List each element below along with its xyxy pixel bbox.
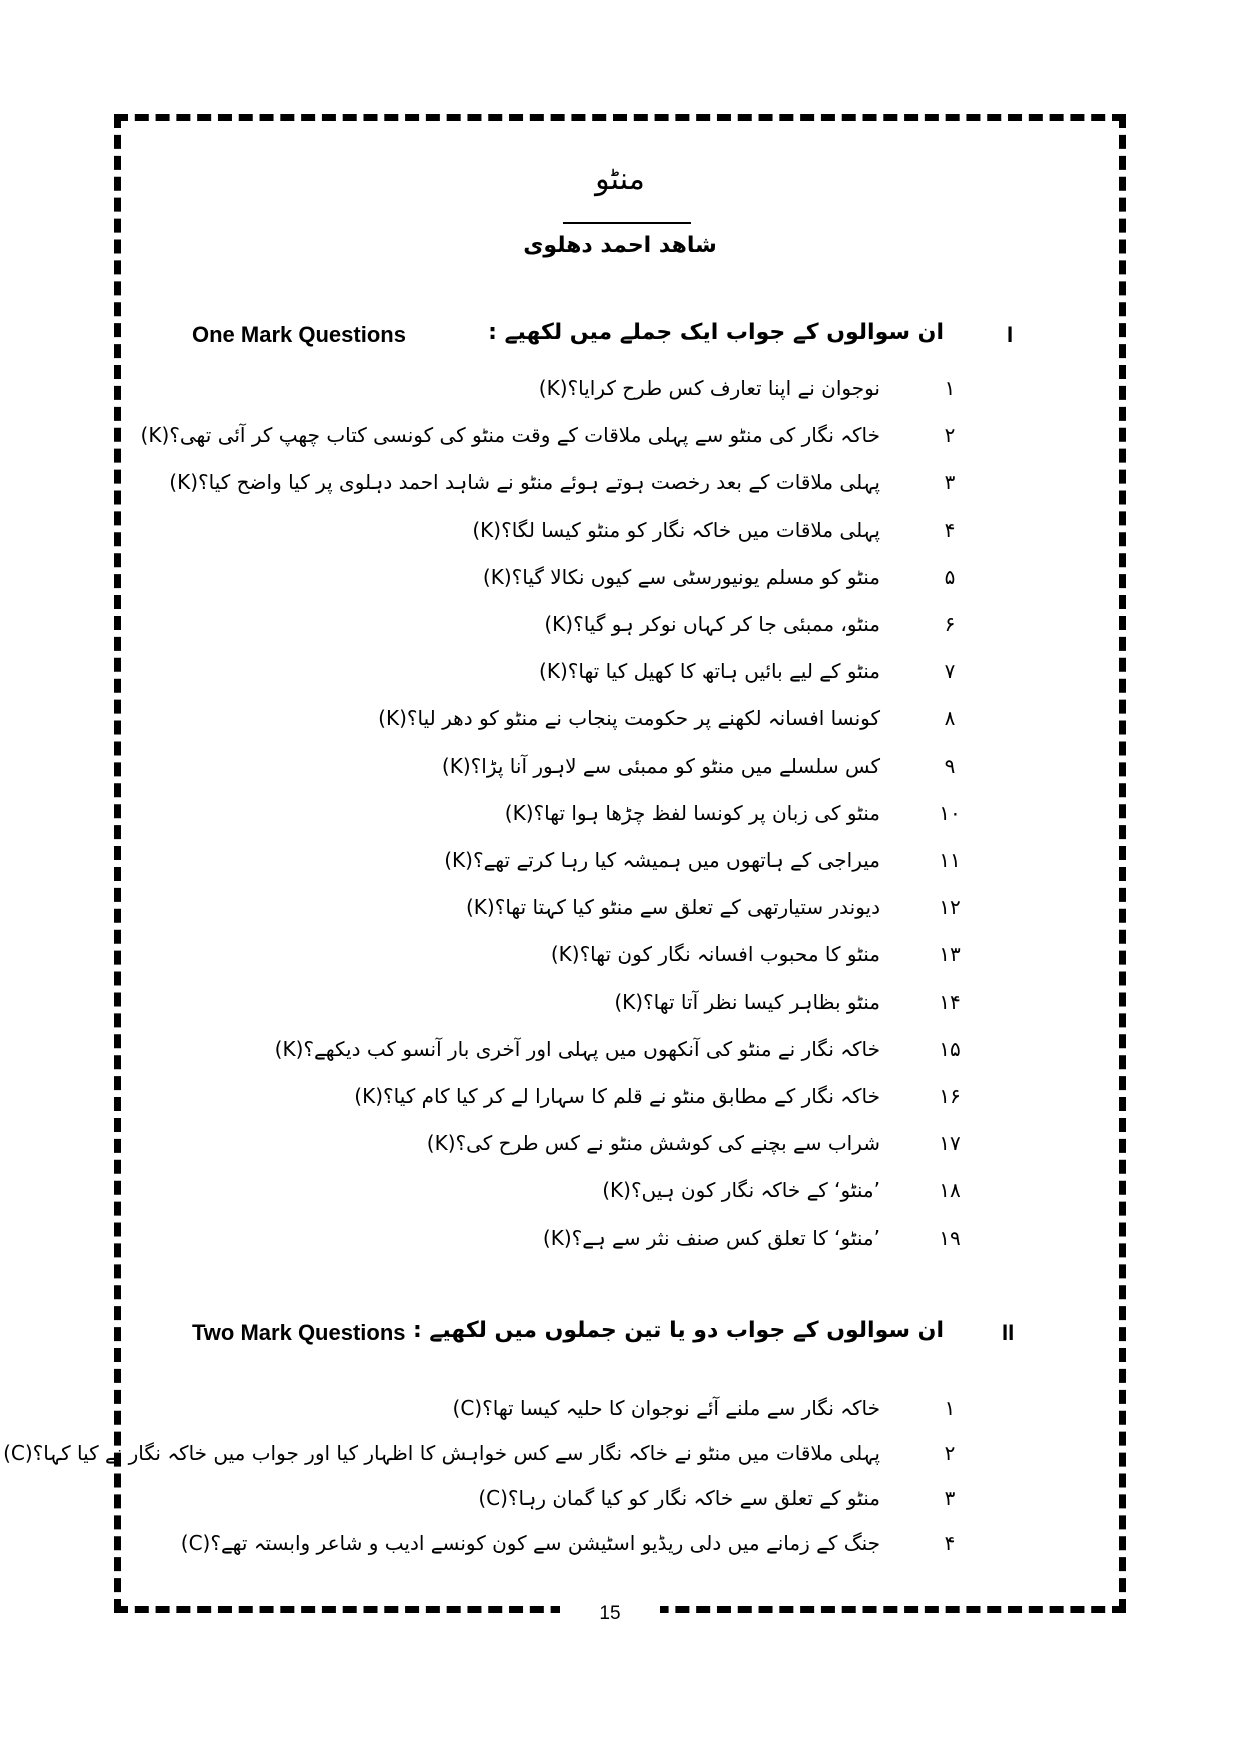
question-item [0, 1476, 1240, 1520]
question-number: ۱ [944, 376, 956, 400]
question-item [0, 1386, 1240, 1430]
question-number: ۱۲ [939, 895, 961, 920]
question-item [0, 555, 1240, 599]
question-number: ۱۱ [939, 848, 961, 872]
question-text: میراجی کے ہاتھوں میں ہمیشہ کیا رہا کرتے تھے؟(K) [444, 848, 880, 872]
page-title: منٹو [595, 162, 645, 197]
question-text: پہلی ملاقات میں خاکہ نگار کو منٹو کیسا لگا؟(K) [472, 517, 880, 542]
question-text: دیوندر ستیارتھی کے تعلق سے منٹو کیا کہتا تھا؟(K) [465, 895, 880, 920]
question-item [0, 1027, 1240, 1071]
question-text: ’منٹو‘ کا تعلق کس صنف نثر سے ہے؟(K) [542, 1225, 880, 1250]
question-text: پہلی ملاقات میں منٹو نے خاکہ نگار سے کس خواہش کا اظہار کیا اور جواب میں خاکہ نگار نے کیا کہا؟(C) [3, 1441, 880, 1465]
question-item [0, 1431, 1240, 1475]
question-number: ۳ [944, 1486, 956, 1510]
question-item [0, 1216, 1240, 1260]
question-text: خاکہ نگار کے مطابق منٹو نے قلم کا سہارا لے کر کیا کام کیا؟(K) [354, 1084, 880, 1108]
section-1-heading-english: One Mark Questions [192, 322, 406, 347]
question-text: ’منٹو‘ کے خاکہ نگار کون ہیں؟(K) [602, 1178, 880, 1203]
question-item [0, 980, 1240, 1024]
question-text: خاکہ نگار سے ملنے آئے نوجوان کا حلیہ کیسا تھا؟(C) [452, 1396, 880, 1420]
question-item [0, 1168, 1240, 1212]
question-text: منٹو کی زبان پر کونسا لفظ چڑھا ہوا تھا؟(K) [504, 800, 880, 825]
question-number: ۲ [944, 423, 956, 448]
question-text: خاکہ نگار کی منٹو سے پہلی ملاقات کے وقت منٹو کی کونسی کتاب چھپ کر آئی تھی؟(K) [140, 423, 880, 448]
question-text: شراب سے بچنے کی کوشش منٹو نے کس طرح کی؟(K) [426, 1131, 880, 1156]
question-number: ۸ [944, 706, 956, 731]
question-item [0, 885, 1240, 929]
section-2-numeral: II [1002, 1320, 1015, 1345]
question-text: منٹو کو مسلم یونیورسٹی سے کیوں نکالا گیا؟(K) [482, 564, 880, 589]
question-text: منٹو کا محبوب افسانہ نگار کون تھا؟(K) [550, 942, 880, 967]
section-2-heading-urdu: ان سوالوں کے جواب دو یا تین جملوں میں لکھیے : [412, 1318, 944, 1343]
question-item [0, 791, 1240, 835]
question-number: ۱۸ [939, 1178, 961, 1203]
question-number: ۱۰ [939, 800, 961, 825]
section-1-numeral: I [1007, 322, 1014, 347]
question-item [0, 1121, 1240, 1165]
question-number: ۶ [944, 612, 956, 636]
section-1-heading-urdu: ان سوالوں کے جواب ایک جملے میں لکھیے : [488, 320, 944, 345]
question-item [0, 508, 1240, 552]
question-item [0, 744, 1240, 788]
question-item [0, 413, 1240, 457]
question-text: نوجوان نے اپنا تعارف کس طرح کرایا؟(K) [538, 376, 880, 400]
question-number: ۴ [944, 1531, 956, 1555]
question-number: ۴ [944, 517, 956, 542]
question-item [0, 602, 1240, 646]
question-item [0, 932, 1240, 976]
question-text: خاکہ نگار نے منٹو کی آنکھوں میں پہلی اور آخری بار آنسو کب دیکھے؟(K) [274, 1036, 880, 1061]
author-name: شاھد احمد دھلوی [523, 233, 717, 258]
question-number: ۱۶ [939, 1084, 961, 1108]
question-text: منٹو، ممبئی جا کر کہاں نوکر ہو گیا؟(K) [544, 612, 880, 636]
question-text: پہلی ملاقات کے بعد رخصت ہوتے ہوئے منٹو نے شاہد احمد دہلوی پر کیا واضح کیا؟(K) [169, 470, 880, 495]
title-divider [563, 222, 691, 224]
question-item [0, 1074, 1240, 1118]
question-text: کونسا افسانہ لکھنے پر حکومت پنجاب نے منٹو کو دھر لیا؟(K) [378, 706, 880, 731]
question-text: منٹو کے تعلق سے خاکہ نگار کو کیا گمان رہا؟(C) [478, 1486, 880, 1510]
question-number: ۷ [944, 659, 956, 684]
question-item [0, 838, 1240, 882]
question-number: ۱۹ [939, 1225, 961, 1250]
question-text: جنگ کے زمانے میں دلی ریڈیو اسٹیشن سے کون کونسے ادیب و شاعر وابستہ تھے؟(C) [180, 1531, 880, 1555]
question-number: ۵ [944, 564, 956, 589]
question-text: منٹو کے لیے بائیں ہاتھ کا کھیل کیا تھا؟(K) [539, 659, 880, 684]
page-number: 15 [560, 1596, 660, 1632]
question-item [0, 649, 1240, 693]
section-2-heading-english: Two Mark Questions [192, 1320, 406, 1345]
question-number: ۳ [944, 470, 956, 495]
question-number: ۹ [944, 753, 956, 778]
question-item [0, 460, 1240, 504]
question-number: ۱۵ [939, 1036, 961, 1061]
question-text: کس سلسلے میں منٹو کو ممبئی سے لاہور آنا پڑا؟(K) [441, 753, 880, 778]
question-text: منٹو بظاہر کیسا نظر آتا تھا؟(K) [614, 989, 880, 1014]
question-number: ۱۳ [939, 942, 961, 967]
question-item [0, 696, 1240, 740]
question-number: ۱۴ [939, 989, 961, 1014]
question-number: ۲ [944, 1441, 956, 1465]
question-item [0, 366, 1240, 410]
question-number: ۱ [944, 1396, 956, 1420]
question-item [0, 1521, 1240, 1565]
question-number: ۱۷ [939, 1131, 961, 1156]
